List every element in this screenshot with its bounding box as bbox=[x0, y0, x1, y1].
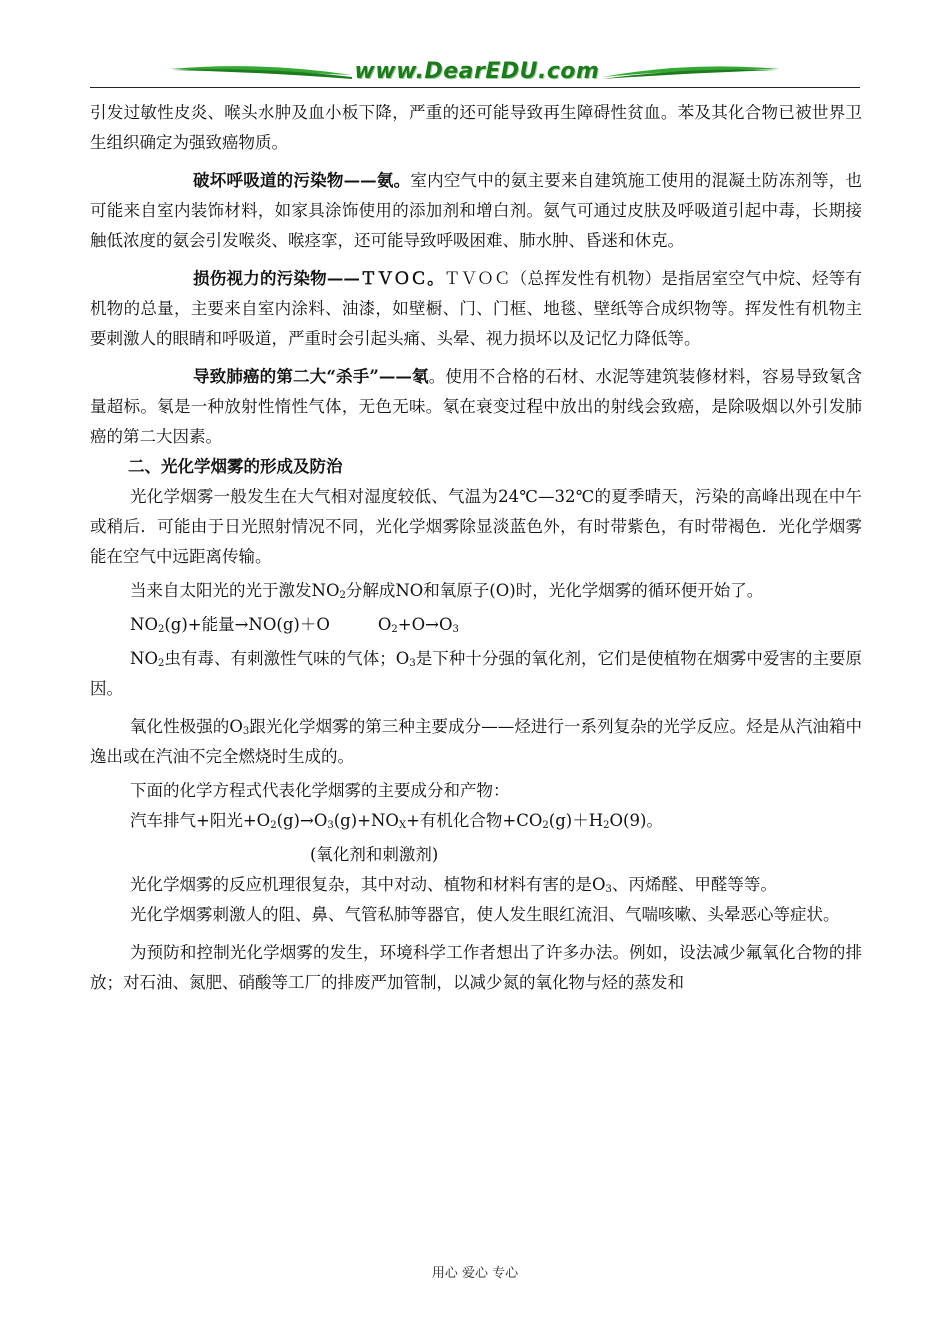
paragraph-symptoms bbox=[90, 900, 862, 930]
paragraph-text: 光化学烟雾一般发生在大气相对湿度较低、气温为24℃—32℃的夏季晴天，污染的高峰出现在中午或稍后．可能由于日光照射情况不同，光化学烟雾除显淡蓝色外，有时带紫色，有时带褐色．光化学烟雾能在空气中远距离传输。 bbox=[90, 487, 862, 566]
text-segment: (g)→O bbox=[276, 811, 328, 830]
section-heading-text: 二、光化学烟雾的形成及防治 bbox=[128, 457, 343, 476]
paragraph-lead-bold: 损伤视力的污染物——ＴＶＯＣ。 bbox=[193, 269, 444, 288]
paragraph-equation-intro bbox=[90, 776, 862, 806]
page-footer: 用心 爱心 专心 bbox=[431, 1266, 519, 1281]
paragraph-lead-bold: 破坏呼吸道的污染物——氨。 bbox=[193, 171, 411, 190]
paragraph-text: 引发过敏性皮炎、喉头水肿及血小板下降，严重的还可能导致再生障碍性贫血。苯及其化合物已被世界卫生组织确定为强致癌物质。 bbox=[90, 103, 862, 152]
text-segment: 氧化性极强的O bbox=[130, 717, 243, 736]
subscript: 3 bbox=[242, 726, 250, 737]
header-divider bbox=[90, 87, 860, 88]
text-segment: (g)+NO bbox=[333, 811, 399, 830]
text-segment: 跟光化学烟雾的第三种主要成分——烃进行一系列复杂的光学反应。烃是从汽油箱中逸出或在汽油不完全燃烧时生成的。 bbox=[90, 717, 863, 766]
note-text: (氧化剂和刺激剂) bbox=[310, 845, 439, 864]
subscript: 3 bbox=[327, 820, 334, 831]
text-segment: NO bbox=[130, 615, 158, 634]
paragraph-text: 下面的化学方程式代表化学烟雾的主要成分和产物： bbox=[130, 781, 510, 800]
paragraph-no2-o3 bbox=[90, 644, 862, 704]
section-heading bbox=[90, 452, 862, 482]
text-segment: 汽车排气+阳光+O bbox=[130, 811, 271, 830]
paragraph-no2 bbox=[90, 576, 862, 606]
paragraph-text: 为预防和控制光化学烟雾的发生，环境科学工作者想出了许多办法。例如，设法减少氟氧化合物的排放；对石油、氮肥、硝酸等工厂的排废严加管制，以减少氮的氧化物与烃的蒸发和 bbox=[90, 943, 862, 992]
subscript: 3 bbox=[452, 624, 459, 635]
subscript: 2 bbox=[339, 590, 346, 601]
subscript: 2 bbox=[157, 624, 165, 635]
site-logo-text[interactable]: www.DearEDU.com bbox=[354, 59, 600, 84]
text-segment: O bbox=[377, 615, 392, 634]
text-segment: 分解成NO和氧原子(O)时，光化学烟雾的循环便开始了。 bbox=[345, 581, 764, 600]
equation-2 bbox=[90, 806, 862, 836]
paragraph-text: 室内空气中的氨主要来自建筑施工使用的混凝土防冻剂等，也可能来自室内装饰材料，如家具涂饰使用的添加剂和增白剂。氨气可通过皮肤及呼吸道引起中毒，长期接触低浓度的氨会引发喉炎、喉痉挛，还可能导致呼吸困难、肺水肿、昏迷和休克。 bbox=[90, 171, 863, 250]
paragraph-text: 。使用不合格的石材、水泥等建筑装修材料，容易导致氡含量超标。氡是一种放射性惰性气体，无色无味。氡在衰变过程中放出的射线会致癌，是除吸烟以外引发肺癌的第二大因素。 bbox=[90, 367, 863, 446]
paragraph-ammonia bbox=[90, 166, 862, 256]
text-segment: 、丙烯醛、甲醛等等。 bbox=[611, 875, 777, 894]
subscript: 2 bbox=[542, 820, 549, 831]
text-segment: 是下种十分强的氧化剂，它们是使植物在烟雾中爱害的主要原因。 bbox=[90, 649, 863, 698]
paragraph-smog-intro bbox=[90, 482, 862, 572]
paragraph-tvoc bbox=[90, 264, 862, 354]
subscript: 3 bbox=[605, 884, 612, 895]
subscript: 2 bbox=[270, 820, 277, 831]
page-header bbox=[90, 55, 860, 95]
subscript: X bbox=[398, 820, 407, 831]
text-segment: 当来自太阳光的光于激发NO bbox=[130, 581, 340, 600]
paragraph-mechanism bbox=[90, 870, 862, 900]
subscript: 2 bbox=[603, 820, 610, 831]
text-segment: (g)＋H bbox=[548, 811, 604, 830]
paragraph-o3-reaction bbox=[90, 712, 862, 772]
paragraph-radon bbox=[90, 362, 862, 452]
subscript: 2 bbox=[157, 658, 165, 669]
paragraph-lead-bold: 导致肺癌的第二大“杀手”——氡 bbox=[193, 367, 429, 386]
subscript: 2 bbox=[391, 624, 398, 635]
text-segment: (g)+能量→NO(g)＋O bbox=[164, 615, 330, 634]
text-segment: +O→O bbox=[397, 615, 453, 634]
document-body bbox=[90, 98, 862, 998]
text-segment: O(9)。 bbox=[609, 811, 663, 830]
text-segment: 虫有毒、有刺激性气味的气体；O bbox=[164, 649, 410, 668]
text-segment: 光化学烟雾的反应机理很复杂，其中对动、植物和材料有害的是O bbox=[130, 875, 606, 894]
subscript: 3 bbox=[409, 658, 416, 669]
equation-1 bbox=[90, 610, 862, 640]
paragraph-text: ＴＶＯＣ（总挥发性有机物）是指居室空气中烷、烃等有机物的总量，主要来自室内涂料、油漆，如壁橱、门、门框、地毯、壁纸等合成织物等。挥发性有机物主要刺激人的眼睛和呼吸道，严重时会引起头痛、头晕、视力损坏以及记忆力降低等。 bbox=[90, 269, 863, 348]
paragraph-prevention bbox=[90, 938, 862, 998]
equation-note bbox=[90, 840, 862, 870]
text-segment: +有机化合物+CO bbox=[406, 811, 543, 830]
paragraph-text: 光化学烟雾刺激人的阻、鼻、气管私肺等器官，使人发生眼红流泪、气喘咳嗽、头晕恶心等症状。 bbox=[130, 905, 840, 924]
left-swoosh-shadow bbox=[172, 69, 352, 79]
paragraph-benzene bbox=[90, 98, 862, 158]
text-segment: NO bbox=[130, 649, 158, 668]
